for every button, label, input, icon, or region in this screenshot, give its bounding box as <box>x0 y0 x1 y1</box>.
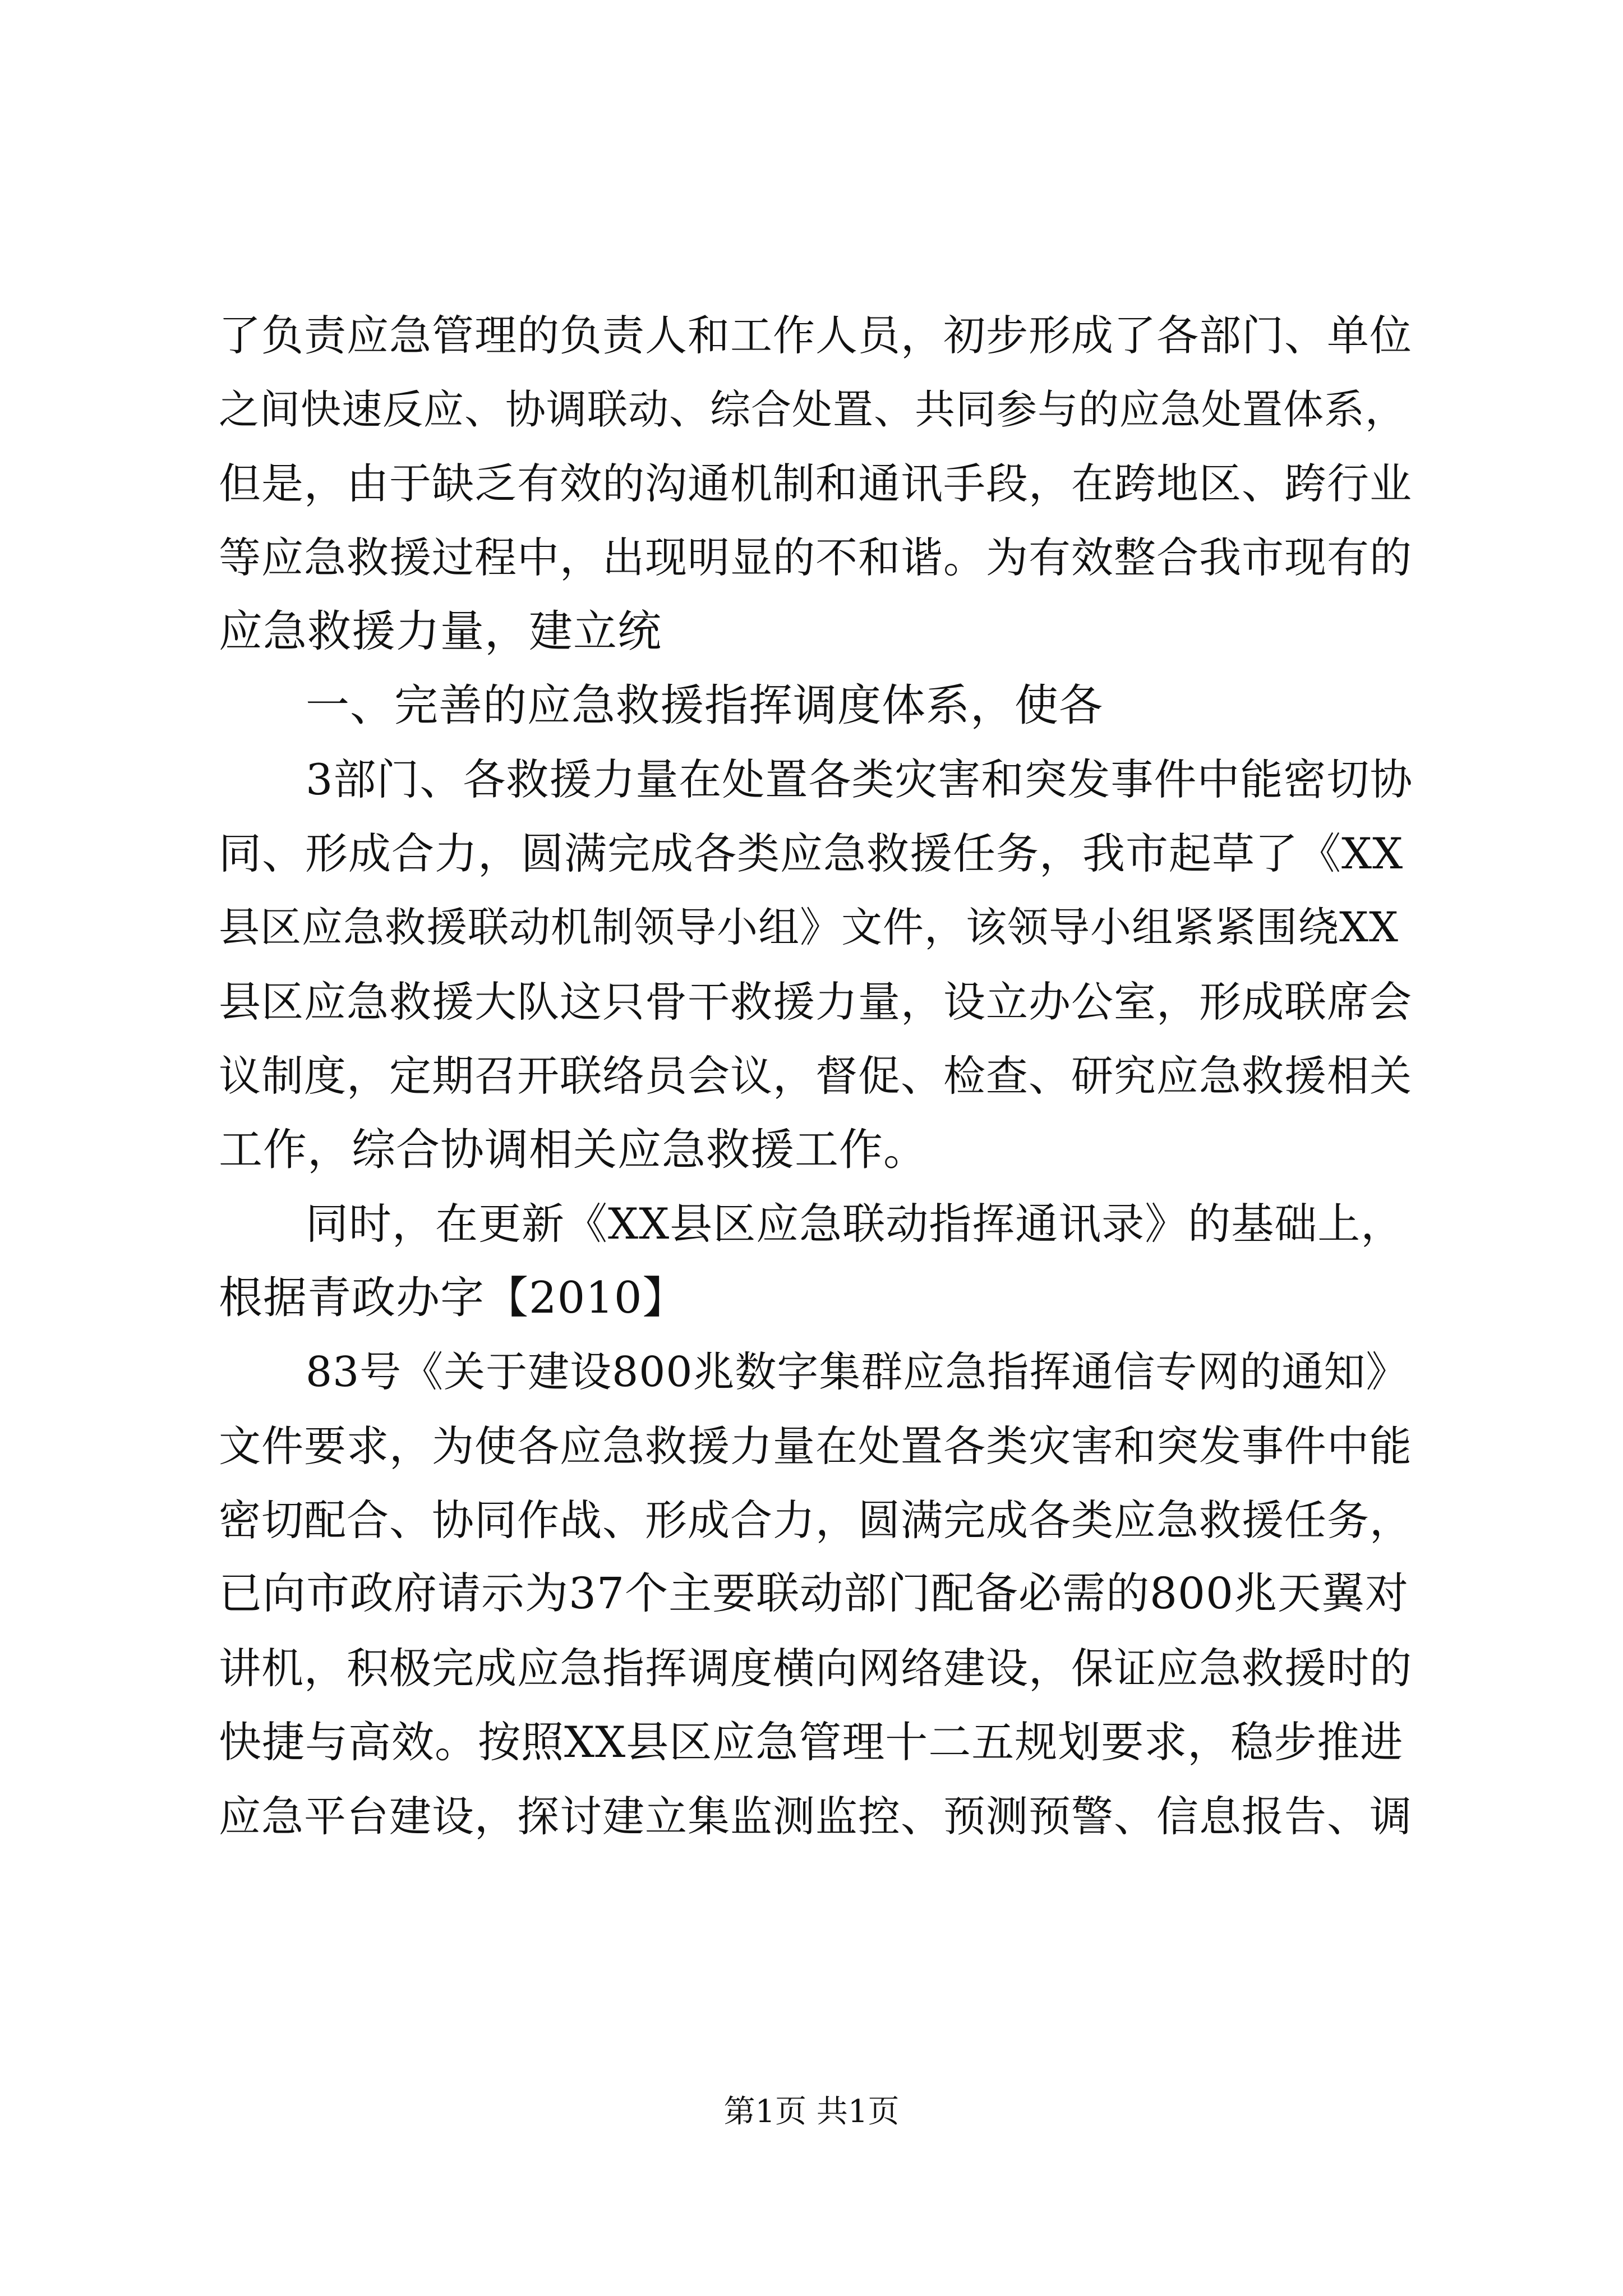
text-line-5: 应急救援力量，建立统 <box>219 606 662 657</box>
text-line-12: 工作，综合协调相关应急救援工作。 <box>219 1125 928 1175</box>
text-line-1: 了负责应急管理的负责人和工作人员，初步形成了各部门、单位 <box>219 311 1413 360</box>
text-line-14: 根据青政办字【2010】 <box>219 1273 687 1323</box>
text-line-3: 但是，由于缺乏有效的沟通机制和通讯手段，在跨地区、跨行业 <box>219 459 1413 508</box>
text-line-17: 密切配合、协同作战、形成合力，圆满完成各类应急救援任务， <box>219 1496 1413 1545</box>
text-line-21: 应急平台建设，探讨建立集监测监控、预测预警、信息报告、调 <box>219 1792 1413 1841</box>
text-line-11: 议制度，定期召开联络员会议，督促、检查、研究应急救援相关 <box>219 1051 1413 1101</box>
text-line-20: 快捷与高效。按照XX县区应急管理十二五规划要求，稳步推进 <box>219 1717 1404 1767</box>
text-line-16: 文件要求，为使各应急救援力量在处置各类灾害和突发事件中能 <box>219 1421 1413 1471</box>
text-line-4: 等应急救援过程中，出现明显的不和谐。为有效整合我市现有的 <box>219 533 1413 582</box>
text-line-8: 同、形成合力，圆满完成各类应急救援任务，我市起草了《XX <box>219 829 1404 878</box>
text-line-6: 一、完善的应急救援指挥调度体系，使各 <box>306 680 1104 731</box>
text-line-9: 县区应急救援联动机制领导小组》文件，该领导小组紧紧围绕XX <box>219 904 1399 951</box>
text-line-13: 同时，在更新《XX县区应急联动指挥通讯录》的基础上， <box>306 1199 1404 1249</box>
text-line-19: 讲机，积极完成应急指挥调度横向网络建设，保证应急救援时的 <box>219 1644 1413 1693</box>
text-line-10: 县区应急救援大队这只骨干救援力量，设立办公室，形成联席会 <box>219 977 1413 1027</box>
text-line-7: 3部门、各救援力量在处置各类灾害和突发事件中能密切协 <box>306 754 1413 804</box>
page-footer: 第1页 共1页 <box>723 2093 900 2130</box>
text-line-18: 已向市政府请示为37个主要联动部门配备必需的800兆天翼对 <box>219 1569 1409 1619</box>
text-line-2: 之间快速反应、协调联动、综合处置、共同参与的应急处置体系， <box>219 386 1407 433</box>
text-line-15: 83号《关于建设800兆数字集群应急指挥通信专网的通知》 <box>306 1348 1408 1396</box>
